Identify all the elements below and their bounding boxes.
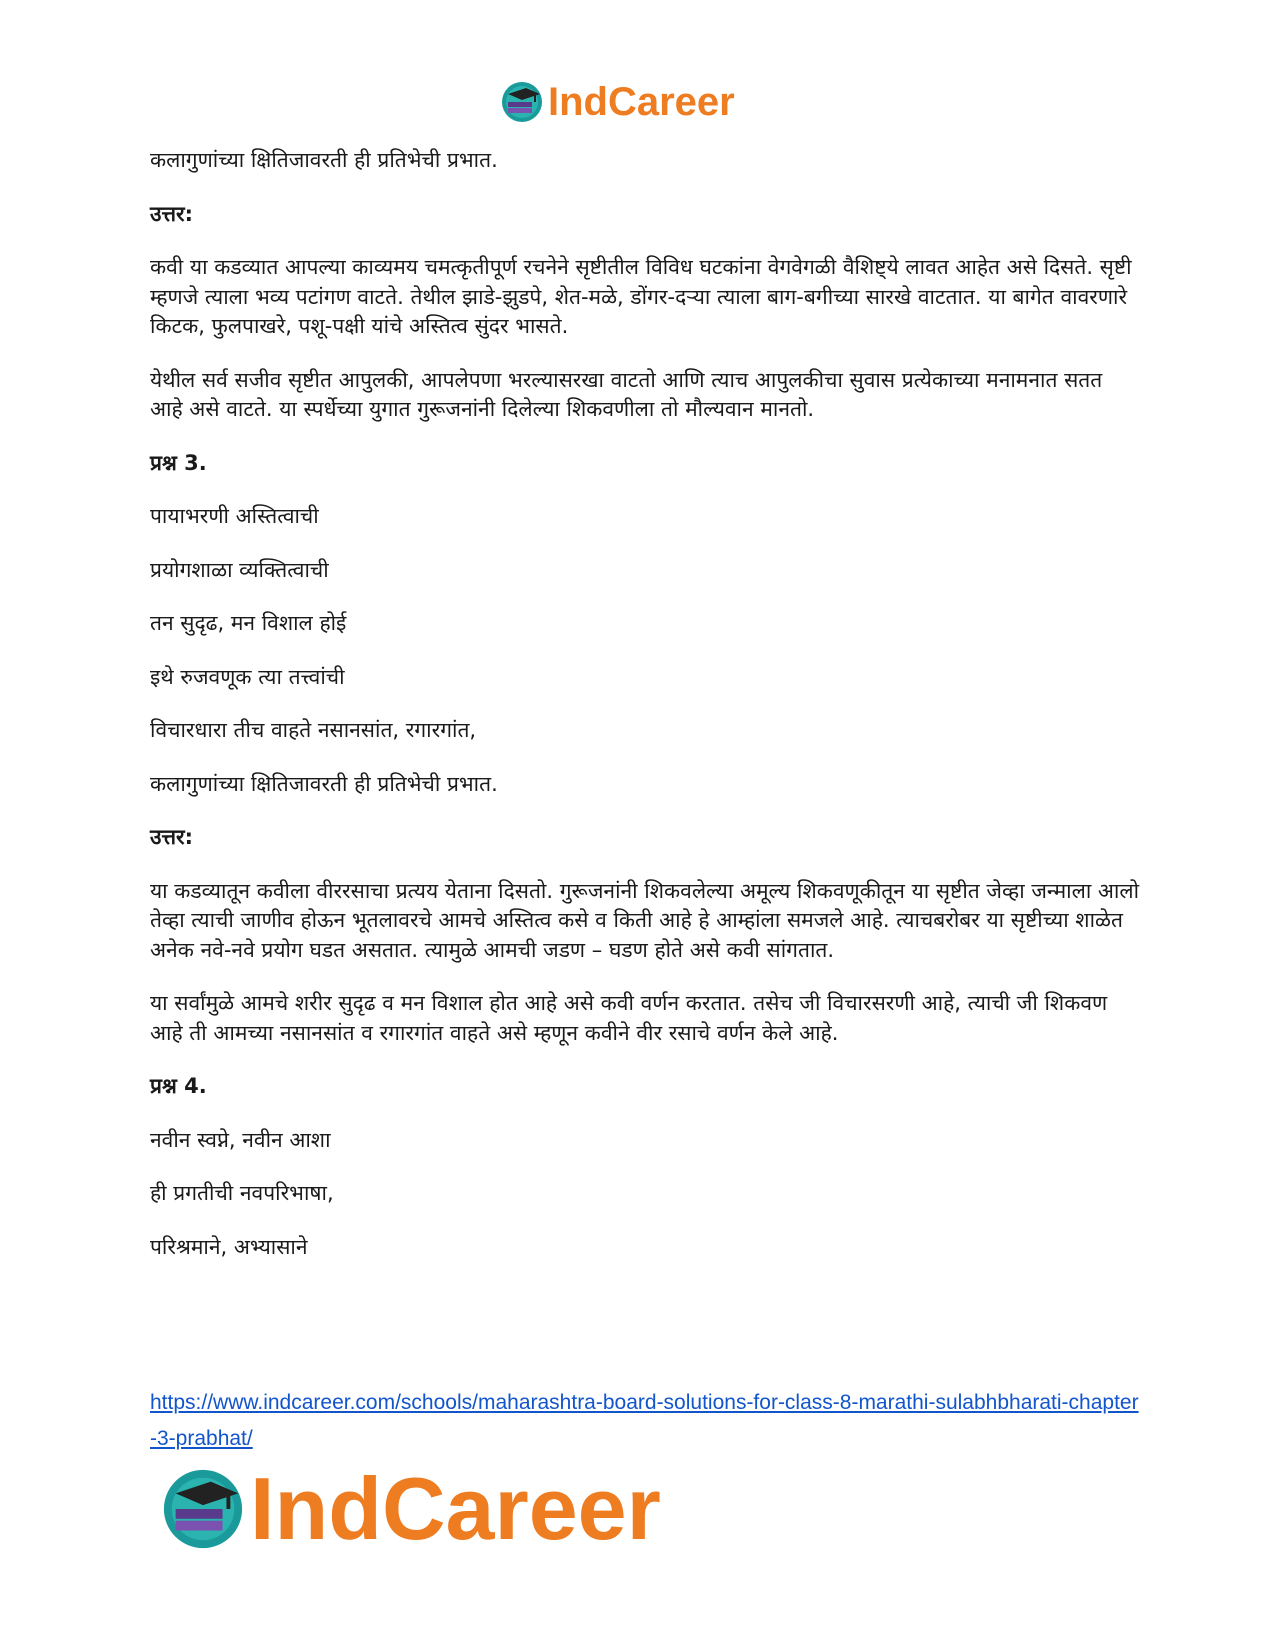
brand-name: IndCareer xyxy=(548,80,735,124)
header-logo xyxy=(500,80,735,124)
section-heading: प्रश्न 4. xyxy=(150,1074,207,1098)
brand-name: IndCareer xyxy=(250,1459,661,1558)
graduation-cap-emblem-icon xyxy=(160,1466,246,1552)
section-heading: उत्तर: xyxy=(150,201,194,226)
text-line: प्रयोगशाळा व्यक्तित्वाची xyxy=(150,557,329,582)
text-line: विचारधारा तीच वाहते नसानसांत, रगारगांत, xyxy=(150,718,477,742)
text-line: इथे रुजवणूक त्या तत्त्वांची xyxy=(150,664,345,689)
text-line: कलागुणांच्या क्षितिजावरती ही प्रतिभेची प्रभात. xyxy=(150,148,498,172)
text-line: कलागुणांच्या क्षितिजावरती ही प्रतिभेची प्रभात. xyxy=(150,771,498,796)
footer-logo xyxy=(160,1459,661,1558)
paragraph: या सर्वांमुळे आमचे शरीर सुदृढ व मन विशाल होत आहे असे कवी वर्णन करतात. तसेच जी विचारसरणी आहे, त्याची जी शिकवण आहे ती आमच्या नसानसांत व रगारगांत वाहते असे म्हणून कवीने वीर रसाचे वर्णन केले आहे. xyxy=(150,991,1108,1045)
text-line: परिश्रमाने, अभ्यासाने xyxy=(150,1234,308,1259)
paragraph: कवी या कडव्यात आपल्या काव्यमय चमत्कृतीपूर्ण रचनेने सृष्टीतील विविध घटकांना वेगवेगळी वैशिष्ट्ये लावत आहेत असे दिसते. सृष्टी म्हणजे त्याला भव्य पटांगण वाटते. तेथील झाडे-झुडपे, शेत-मळे, डोंगर-दऱ्या त्याला बाग-बगीच्या सारखे वाटतात. या बागेत वावरणारे किटक, फुलपाखरे, पशू-पक्षी यांचे अस्तित्व सुंदर भासते. xyxy=(150,255,1132,338)
document-body xyxy=(150,146,1140,1262)
text-line: नवीन स्वप्ने, नवीन आशा xyxy=(150,1127,331,1152)
text-line: ही प्रगतीची नवपरिभाषा, xyxy=(150,1181,334,1205)
section-heading: प्रश्न 3. xyxy=(150,450,207,475)
source-link[interactable]: https://www.indcareer.com/schools/maharashtra-board-solutions-for-class-8-marathi-sulabhbharati-chapter-3-prabhat/ xyxy=(150,1391,1139,1450)
text-line: तन सुदृढ, मन विशाल होई xyxy=(150,611,347,635)
section-heading: उत्तर: xyxy=(150,825,194,849)
graduation-cap-emblem-icon xyxy=(500,80,544,124)
text-line: पायाभरणी अस्तित्वाची xyxy=(150,504,319,528)
paragraph: या कडव्यातून कवीला वीररसाचा प्रत्यय येताना दिसतो. गुरूजनांनी शिकवलेल्या अमूल्य शिकवणूकीतून या सृष्टीत जेव्हा जन्माला आलो तेव्हा त्याची जाणीव होऊन भूतलावरचे आमचे अस्तित्व कसे व किती आहे हे आम्हांला समजले आहे. त्याचबरोबर या सृष्टीच्या शाळेत अनेक नवे-नवे प्रयोग घडत असतात. त्यामुळे आमची जडण – घडण होते असे कवी सांगतात. xyxy=(150,878,1140,962)
paragraph: येथील सर्व सजीव सृष्टीत आपुलकी, आपलेपणा भरल्यासरखा वाटतो आणि त्याच आपुलकीचा सुवास प्रत्येकाच्या मनामनात सतत आहे असे वाटते. या स्पर्धेच्या युगात गुरूजनांनी दिलेल्या शिकवणीला तो मौल्यवान मानतो. xyxy=(150,367,1103,421)
